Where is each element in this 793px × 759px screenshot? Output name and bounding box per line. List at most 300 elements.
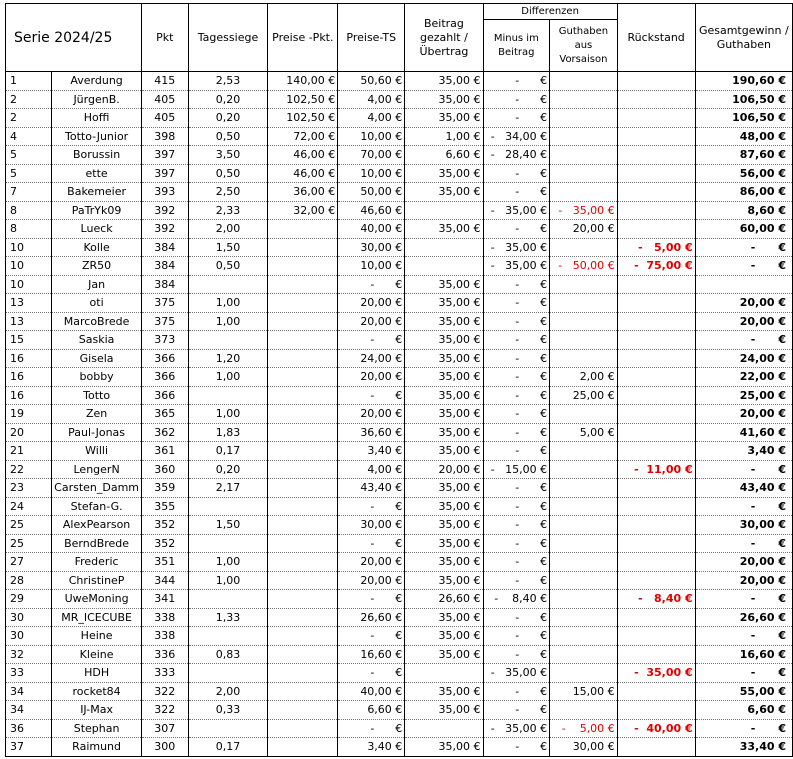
rueckstand-cell	[617, 183, 695, 202]
rueckstand-cell	[617, 275, 695, 294]
points-cell: 352	[142, 534, 189, 553]
points-cell: 397	[142, 146, 189, 165]
minus-beitrag-cell: - 28,40 €	[483, 146, 550, 165]
gesamt-cell: 16,60 €	[695, 645, 792, 664]
rueckstand-cell	[617, 312, 695, 331]
guthaben-cell	[550, 664, 618, 683]
preise-pkt-cell: 72,00 €	[268, 127, 338, 146]
rueckstand-cell	[617, 608, 695, 627]
preise-ts-cell: 30,00 €	[338, 516, 405, 535]
rank-cell: 4	[6, 127, 52, 146]
preise-ts-cell: 26,60 €	[338, 608, 405, 627]
gesamt-cell: 22,00 €	[695, 368, 792, 387]
preise-pkt-cell	[268, 571, 338, 590]
guthaben-cell	[550, 146, 618, 165]
guthaben-cell	[550, 294, 618, 313]
points-cell: 384	[142, 275, 189, 294]
tagessiege-cell: 0,33	[188, 701, 268, 720]
gesamt-cell: 86,00 €	[695, 183, 792, 202]
preise-pkt-cell	[268, 627, 338, 646]
name-cell: bobby	[52, 368, 142, 387]
tagessiege-cell: 1,00	[188, 553, 268, 572]
guthaben-cell	[550, 349, 618, 368]
preise-pkt-cell	[268, 664, 338, 683]
col-differenzen: Differenzen	[483, 4, 617, 20]
rueckstand-cell: - 40,00 €	[617, 719, 695, 738]
name-cell: JürgenB.	[52, 90, 142, 109]
tagessiege-cell	[188, 275, 268, 294]
guthaben-cell: 15,00 €	[550, 682, 618, 701]
minus-beitrag-cell: - 15,00 €	[483, 460, 550, 479]
table-row	[6, 590, 793, 609]
preise-ts-cell: - €	[338, 664, 405, 683]
beitrag-cell: 35,00 €	[405, 608, 483, 627]
rueckstand-cell	[617, 331, 695, 350]
tagessiege-cell: 1,00	[188, 368, 268, 387]
preise-ts-cell: - €	[338, 534, 405, 553]
name-cell: MarcoBrede	[52, 312, 142, 331]
preise-ts-cell: 46,60 €	[338, 201, 405, 220]
points-cell: 384	[142, 257, 189, 276]
table-row	[6, 72, 793, 91]
points-cell: 415	[142, 72, 189, 91]
guthaben-cell	[550, 534, 618, 553]
preise-ts-cell: - €	[338, 275, 405, 294]
preise-pkt-cell: 46,00 €	[268, 164, 338, 183]
points-cell: 336	[142, 645, 189, 664]
name-cell: LengerN	[52, 460, 142, 479]
rank-cell: 34	[6, 682, 52, 701]
rank-cell: 30	[6, 608, 52, 627]
beitrag-cell: 35,00 €	[405, 331, 483, 350]
preise-ts-cell: 10,00 €	[338, 164, 405, 183]
guthaben-cell	[550, 553, 618, 572]
points-cell: 375	[142, 294, 189, 313]
tagessiege-cell	[188, 664, 268, 683]
preise-ts-cell: 4,00 €	[338, 460, 405, 479]
col-guthaben-vorsaison: Guthaben aus Vorsaison	[550, 20, 618, 72]
table-row	[6, 701, 793, 720]
beitrag-cell: 35,00 €	[405, 423, 483, 442]
gesamt-cell: - €	[695, 257, 792, 276]
preise-pkt-cell	[268, 349, 338, 368]
points-cell: 397	[142, 164, 189, 183]
name-cell: Heine	[52, 627, 142, 646]
gesamt-cell: - €	[695, 719, 792, 738]
gesamt-cell: 6,60 €	[695, 701, 792, 720]
minus-beitrag-cell: - €	[483, 349, 550, 368]
minus-beitrag-cell: - €	[483, 72, 550, 91]
table-row	[6, 109, 793, 128]
preise-pkt-cell	[268, 645, 338, 664]
table-row	[6, 312, 793, 331]
preise-ts-cell: - €	[338, 497, 405, 516]
tagessiege-cell: 1,00	[188, 312, 268, 331]
preise-pkt-cell: 140,00 €	[268, 72, 338, 91]
beitrag-cell: 35,00 €	[405, 294, 483, 313]
table-row	[6, 294, 793, 313]
tagessiege-cell: 2,50	[188, 183, 268, 202]
table-header	[6, 4, 793, 72]
table-row	[6, 349, 793, 368]
table-row	[6, 257, 793, 276]
name-cell: ette	[52, 164, 142, 183]
preise-ts-cell: - €	[338, 386, 405, 405]
name-cell: Willi	[52, 442, 142, 461]
rueckstand-cell	[617, 201, 695, 220]
col-preise-pkt: Preise -Pkt.	[268, 4, 338, 72]
tagessiege-cell: 2,17	[188, 479, 268, 498]
preise-ts-cell: 30,00 €	[338, 238, 405, 257]
tagessiege-cell: 0,83	[188, 645, 268, 664]
minus-beitrag-cell: - €	[483, 608, 550, 627]
preise-ts-cell: 20,00 €	[338, 405, 405, 424]
beitrag-cell	[405, 664, 483, 683]
name-cell: rocket84	[52, 682, 142, 701]
table-row	[6, 571, 793, 590]
guthaben-cell	[550, 109, 618, 128]
minus-beitrag-cell: - €	[483, 368, 550, 387]
rueckstand-cell	[617, 164, 695, 183]
preise-ts-cell: - €	[338, 590, 405, 609]
minus-beitrag-cell: - €	[483, 183, 550, 202]
preise-ts-cell: 50,00 €	[338, 183, 405, 202]
rueckstand-cell	[617, 516, 695, 535]
beitrag-cell: 35,00 €	[405, 386, 483, 405]
name-cell: BerndBrede	[52, 534, 142, 553]
guthaben-cell: 2,00 €	[550, 368, 618, 387]
preise-pkt-cell	[268, 423, 338, 442]
minus-beitrag-cell: - €	[483, 312, 550, 331]
tagessiege-cell: 0,20	[188, 109, 268, 128]
beitrag-cell: 35,00 €	[405, 275, 483, 294]
minus-beitrag-cell: - 35,00 €	[483, 719, 550, 738]
preise-pkt-cell	[268, 220, 338, 239]
rank-cell: 21	[6, 442, 52, 461]
guthaben-cell	[550, 608, 618, 627]
guthaben-cell	[550, 331, 618, 350]
beitrag-cell	[405, 238, 483, 257]
preise-ts-cell: - €	[338, 627, 405, 646]
rueckstand-cell	[617, 220, 695, 239]
rank-cell: 15	[6, 331, 52, 350]
tagessiege-cell: 0,17	[188, 738, 268, 757]
preise-pkt-cell	[268, 608, 338, 627]
preise-ts-cell: 10,00 €	[338, 127, 405, 146]
tagessiege-cell	[188, 534, 268, 553]
minus-beitrag-cell: - €	[483, 386, 550, 405]
preise-pkt-cell	[268, 275, 338, 294]
name-cell: Kolle	[52, 238, 142, 257]
tagessiege-cell: 1,00	[188, 405, 268, 424]
guthaben-cell	[550, 645, 618, 664]
guthaben-cell	[550, 460, 618, 479]
table-row	[6, 460, 793, 479]
guthaben-cell	[550, 590, 618, 609]
guthaben-cell	[550, 72, 618, 91]
rank-cell: 27	[6, 553, 52, 572]
preise-pkt-cell	[268, 701, 338, 720]
gesamt-cell: 8,60 €	[695, 201, 792, 220]
minus-beitrag-cell: - €	[483, 553, 550, 572]
rueckstand-cell	[617, 349, 695, 368]
guthaben-cell	[550, 275, 618, 294]
gesamt-cell: 20,00 €	[695, 294, 792, 313]
minus-beitrag-cell: - €	[483, 534, 550, 553]
col-rueckstand: Rückstand	[617, 4, 695, 72]
rueckstand-cell	[617, 442, 695, 461]
minus-beitrag-cell: - €	[483, 571, 550, 590]
col-tagessiege: Tagessiege	[188, 4, 268, 72]
tagessiege-cell: 2,33	[188, 201, 268, 220]
name-cell: MR_ICECUBE	[52, 608, 142, 627]
tagessiege-cell: 0,20	[188, 460, 268, 479]
points-cell: 351	[142, 553, 189, 572]
table-row	[6, 368, 793, 387]
table-body	[6, 72, 793, 757]
preise-pkt-cell	[268, 257, 338, 276]
minus-beitrag-cell: - €	[483, 109, 550, 128]
minus-beitrag-cell: - 35,00 €	[483, 238, 550, 257]
preise-pkt-cell	[268, 553, 338, 572]
beitrag-cell: 35,00 €	[405, 645, 483, 664]
rueckstand-cell: - 75,00 €	[617, 257, 695, 276]
preise-pkt-cell	[268, 386, 338, 405]
rank-cell: 28	[6, 571, 52, 590]
tagessiege-cell: 0,20	[188, 90, 268, 109]
points-cell: 398	[142, 127, 189, 146]
rank-cell: 25	[6, 534, 52, 553]
minus-beitrag-cell: - €	[483, 405, 550, 424]
name-cell: AlexPearson	[52, 516, 142, 535]
guthaben-cell	[550, 701, 618, 720]
preise-pkt-cell	[268, 331, 338, 350]
gesamt-cell: 106,50 €	[695, 90, 792, 109]
table-row	[6, 442, 793, 461]
table-row	[6, 608, 793, 627]
guthaben-cell	[550, 312, 618, 331]
beitrag-cell	[405, 719, 483, 738]
beitrag-cell: 20,00 €	[405, 460, 483, 479]
rueckstand-cell	[617, 627, 695, 646]
points-cell: 352	[142, 516, 189, 535]
points-cell: 338	[142, 627, 189, 646]
preise-ts-cell: 50,60 €	[338, 72, 405, 91]
points-cell: 366	[142, 349, 189, 368]
rueckstand-cell	[617, 423, 695, 442]
name-cell: Carsten_Damm	[52, 479, 142, 498]
tagessiege-cell: 0,50	[188, 164, 268, 183]
rueckstand-cell	[617, 682, 695, 701]
name-cell: HDH	[52, 664, 142, 683]
gesamt-cell: 41,60 €	[695, 423, 792, 442]
minus-beitrag-cell: - €	[483, 90, 550, 109]
preise-pkt-cell	[268, 719, 338, 738]
preise-pkt-cell	[268, 497, 338, 516]
name-cell: Stefan-G.	[52, 497, 142, 516]
minus-beitrag-cell: - €	[483, 423, 550, 442]
preise-ts-cell: 6,60 €	[338, 701, 405, 720]
points-cell: 366	[142, 368, 189, 387]
rank-cell: 24	[6, 497, 52, 516]
beitrag-cell: 35,00 €	[405, 571, 483, 590]
gesamt-cell: 190,60 €	[695, 72, 792, 91]
preise-ts-cell: 3,40 €	[338, 442, 405, 461]
points-cell: 355	[142, 497, 189, 516]
table-row	[6, 423, 793, 442]
beitrag-cell: 35,00 €	[405, 738, 483, 757]
rank-cell: 37	[6, 738, 52, 757]
rank-cell: 33	[6, 664, 52, 683]
points-cell: 341	[142, 590, 189, 609]
rueckstand-cell: - 11,00 €	[617, 460, 695, 479]
minus-beitrag-cell: - €	[483, 331, 550, 350]
name-cell: Saskia	[52, 331, 142, 350]
minus-beitrag-cell: - €	[483, 294, 550, 313]
rank-cell: 13	[6, 294, 52, 313]
tagessiege-cell: 1,00	[188, 571, 268, 590]
rank-cell: 2	[6, 109, 52, 128]
gesamt-cell: 3,40 €	[695, 442, 792, 461]
tagessiege-cell	[188, 719, 268, 738]
preise-ts-cell: 20,00 €	[338, 294, 405, 313]
tagessiege-cell: 0,17	[188, 442, 268, 461]
standings-table	[5, 3, 793, 757]
minus-beitrag-cell: - €	[483, 627, 550, 646]
gesamt-cell: 20,00 €	[695, 405, 792, 424]
gesamt-cell: 24,00 €	[695, 349, 792, 368]
preise-pkt-cell	[268, 368, 338, 387]
rank-cell: 20	[6, 423, 52, 442]
rank-cell: 16	[6, 386, 52, 405]
preise-pkt-cell	[268, 238, 338, 257]
table-row	[6, 497, 793, 516]
tagessiege-cell: 0,50	[188, 257, 268, 276]
beitrag-cell	[405, 201, 483, 220]
guthaben-cell: 5,00 €	[550, 423, 618, 442]
guthaben-cell	[550, 497, 618, 516]
rueckstand-cell	[617, 534, 695, 553]
rueckstand-cell	[617, 127, 695, 146]
beitrag-cell: 35,00 €	[405, 701, 483, 720]
beitrag-cell: 35,00 €	[405, 90, 483, 109]
table-row	[6, 627, 793, 646]
name-cell: Frederic	[52, 553, 142, 572]
minus-beitrag-cell: - €	[483, 701, 550, 720]
name-cell: Lueck	[52, 220, 142, 239]
tagessiege-cell: 2,53	[188, 72, 268, 91]
points-cell: 333	[142, 664, 189, 683]
preise-pkt-cell: 46,00 €	[268, 146, 338, 165]
name-cell: Totto	[52, 386, 142, 405]
gesamt-cell: - €	[695, 590, 792, 609]
preise-ts-cell: 10,00 €	[338, 257, 405, 276]
beitrag-cell: 6,60 €	[405, 146, 483, 165]
rank-cell: 25	[6, 516, 52, 535]
rank-cell: 19	[6, 405, 52, 424]
gesamt-cell: 48,00 €	[695, 127, 792, 146]
preise-ts-cell: - €	[338, 331, 405, 350]
guthaben-cell	[550, 164, 618, 183]
points-cell: 392	[142, 220, 189, 239]
name-cell: Gisela	[52, 349, 142, 368]
gesamt-cell: - €	[695, 331, 792, 350]
name-cell: Bakemeier	[52, 183, 142, 202]
rank-cell: 13	[6, 312, 52, 331]
points-cell: 393	[142, 183, 189, 202]
table-row	[6, 331, 793, 350]
name-cell: Borussin	[52, 146, 142, 165]
gesamt-cell: 56,00 €	[695, 164, 792, 183]
beitrag-cell: 35,00 €	[405, 553, 483, 572]
guthaben-cell	[550, 571, 618, 590]
points-cell: 322	[142, 682, 189, 701]
gesamt-cell: 43,40 €	[695, 479, 792, 498]
name-cell: Averdung	[52, 72, 142, 91]
table-row	[6, 183, 793, 202]
table-row	[6, 386, 793, 405]
beitrag-cell: 35,00 €	[405, 479, 483, 498]
beitrag-cell: 35,00 €	[405, 109, 483, 128]
table-row	[6, 682, 793, 701]
beitrag-cell: 35,00 €	[405, 312, 483, 331]
preise-pkt-cell	[268, 479, 338, 498]
name-cell: PaTrYk09	[52, 201, 142, 220]
preise-ts-cell: 40,00 €	[338, 682, 405, 701]
beitrag-cell: 35,00 €	[405, 164, 483, 183]
preise-ts-cell: 3,40 €	[338, 738, 405, 757]
rank-cell: 10	[6, 275, 52, 294]
rueckstand-cell	[617, 738, 695, 757]
preise-pkt-cell	[268, 460, 338, 479]
name-cell: Paul-Jonas	[52, 423, 142, 442]
minus-beitrag-cell: - 34,00 €	[483, 127, 550, 146]
preise-pkt-cell: 102,50 €	[268, 90, 338, 109]
guthaben-cell: - 5,00 €	[550, 719, 618, 738]
preise-ts-cell: 20,00 €	[338, 553, 405, 572]
rueckstand-cell	[617, 701, 695, 720]
minus-beitrag-cell: - 35,00 €	[483, 201, 550, 220]
table-row	[6, 238, 793, 257]
rank-cell: 7	[6, 183, 52, 202]
rank-cell: 23	[6, 479, 52, 498]
minus-beitrag-cell: - 35,00 €	[483, 664, 550, 683]
rank-cell: 2	[6, 90, 52, 109]
name-cell: Raimund	[52, 738, 142, 757]
preise-pkt-cell	[268, 442, 338, 461]
tagessiege-cell: 2,00	[188, 220, 268, 239]
guthaben-cell	[550, 627, 618, 646]
guthaben-cell: 20,00 €	[550, 220, 618, 239]
preise-ts-cell: 24,00 €	[338, 349, 405, 368]
gesamt-cell: - €	[695, 460, 792, 479]
tagessiege-cell: 1,83	[188, 423, 268, 442]
col-pkt: Pkt	[142, 4, 189, 72]
rank-cell: 29	[6, 590, 52, 609]
col-gesamt: Gesamtgewinn / Guthaben	[695, 4, 792, 72]
points-cell: 344	[142, 571, 189, 590]
minus-beitrag-cell: - €	[483, 516, 550, 535]
tagessiege-cell: 1,50	[188, 238, 268, 257]
name-cell: Jan	[52, 275, 142, 294]
preise-pkt-cell: 102,50 €	[268, 109, 338, 128]
table-row	[6, 146, 793, 165]
gesamt-cell: 87,60 €	[695, 146, 792, 165]
rueckstand-cell: - 5,00 €	[617, 238, 695, 257]
minus-beitrag-cell: - 35,00 €	[483, 257, 550, 276]
tagessiege-cell: 1,20	[188, 349, 268, 368]
gesamt-cell: 60,00 €	[695, 220, 792, 239]
